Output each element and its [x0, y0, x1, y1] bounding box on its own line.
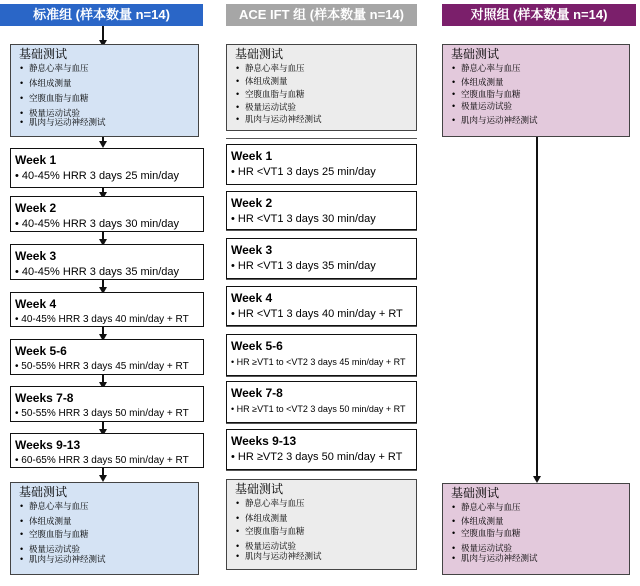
week-regimen: • 40-45% HRR 3 days 35 min/day [15, 266, 180, 278]
ace-baseline-test-box [226, 44, 417, 131]
control-baseline-test-box [442, 44, 630, 137]
ace-week-box [226, 334, 417, 376]
test-item: • 极量运动试验 [19, 545, 192, 554]
standard-baseline-test-box [10, 44, 199, 137]
week-regimen: • HR ≥VT1 to <VT2 3 days 50 min/day + RT [231, 404, 406, 414]
standard-week-box [10, 244, 204, 280]
ace-week-box [226, 381, 417, 423]
test-item: • 体组成测量 [235, 514, 410, 523]
week-regimen: • 40-45% HRR 3 days 25 min/day [15, 170, 180, 182]
week-regimen: • HR <VT1 3 days 40 min/day + RT [231, 308, 403, 320]
test-item: • 静息心率与血压 [451, 503, 623, 512]
test-item: • 空腹血脂与血糖 [19, 530, 192, 539]
test-title: 基础测试 [451, 47, 500, 61]
week-regimen: • 60-65% HRR 3 days 50 min/day + RT [15, 455, 189, 466]
test-title: 基础测试 [19, 47, 68, 61]
test-item: • 极量运动试验 [235, 542, 410, 551]
week-title: Weeks 7-8 [15, 391, 74, 405]
test-item: • 极量运动试验 [19, 109, 192, 118]
week-regimen: • HR ≥VT1 to <VT2 3 days 45 min/day + RT [231, 357, 406, 367]
test-title: 基础测试 [19, 485, 68, 499]
test-item: • 空腹血脂与血糖 [19, 94, 192, 103]
week-regimen: • 40-45% HRR 3 days 40 min/day + RT [15, 314, 189, 325]
ace-group-header: ACE IFT 组 (样本数量 n=14) [226, 4, 417, 26]
test-item: • 静息心率与血压 [235, 64, 410, 73]
separator-line [226, 326, 417, 327]
test-item: • 静息心率与血压 [451, 64, 623, 73]
test-title: 基础测试 [235, 47, 284, 61]
test-item: • 体组成测量 [451, 517, 623, 526]
test-item: • 空腹血脂与血糖 [235, 90, 410, 99]
test-item: • 极量运动试验 [451, 544, 623, 553]
standard-week-box [10, 196, 204, 232]
week-title: Week 1 [231, 149, 273, 163]
test-item: • 体组成测量 [451, 78, 623, 87]
test-item: • 极量运动试验 [235, 103, 410, 112]
ace-final-test-box [226, 479, 417, 570]
week-regimen: • 50-55% HRR 3 days 45 min/day + RT [15, 361, 189, 372]
week-title: Week 4 [231, 291, 273, 305]
ace-week-box [226, 238, 417, 279]
week-title: Week 2 [15, 201, 57, 215]
standard-week-box [10, 433, 204, 468]
test-item: • 空腹血脂与血糖 [451, 90, 623, 99]
separator-line [226, 470, 417, 471]
test-item: • 肌肉与运动神经测试 [451, 554, 623, 563]
test-title: 基础测试 [235, 482, 284, 496]
week-regimen: • HR <VT1 3 days 35 min/day [231, 260, 376, 272]
week-regimen: • HR ≥VT2 3 days 50 min/day + RT [231, 451, 403, 463]
test-item: • 体组成测量 [19, 517, 192, 526]
week-title: Week 2 [231, 196, 273, 210]
test-item: • 肌肉与运动神经测试 [19, 555, 192, 564]
test-item: • 极量运动试验 [451, 102, 623, 111]
ace-week-box [226, 429, 417, 470]
week-title: Week 1 [15, 153, 57, 167]
standard-week-box [10, 339, 204, 375]
test-item: • 肌肉与运动神经测试 [451, 116, 623, 125]
standard-week-box [10, 148, 204, 188]
standard-group-header: 标准组 (样本数量 n=14) [0, 4, 203, 26]
week-regimen: • HR <VT1 3 days 25 min/day [231, 166, 376, 178]
test-item: • 空腹血脂与血糖 [451, 529, 623, 538]
week-title: Week 4 [15, 297, 57, 311]
separator-line [226, 376, 417, 377]
separator-line [226, 279, 417, 280]
control-arrow-line [536, 137, 538, 477]
test-item: • 静息心率与血压 [235, 499, 410, 508]
test-item: • 肌肉与运动神经测试 [19, 118, 192, 127]
test-item: • 空腹血脂与血糖 [235, 527, 410, 536]
week-regimen: • 40-45% HRR 3 days 30 min/day [15, 218, 180, 230]
control-final-test-box [442, 483, 630, 575]
ace-week-box [226, 286, 417, 326]
week-title: Week 5-6 [15, 344, 67, 358]
test-item: • 体组成测量 [19, 79, 192, 88]
arrow-line [102, 26, 104, 40]
week-title: Weeks 9-13 [231, 434, 297, 448]
ace-week-box [226, 191, 417, 230]
separator-line [226, 138, 417, 139]
separator-line [226, 423, 417, 424]
week-title: Weeks 9-13 [15, 438, 81, 452]
week-title: Week 3 [15, 249, 57, 263]
arrow-head [99, 141, 107, 148]
standard-final-test-box [10, 482, 199, 575]
test-item: • 静息心率与血压 [19, 64, 192, 73]
week-regimen: • HR <VT1 3 days 30 min/day [231, 213, 376, 225]
control-group-header: 对照组 (样本数量 n=14) [442, 4, 636, 26]
test-title: 基础测试 [451, 486, 500, 500]
standard-week-box [10, 386, 204, 422]
separator-line [226, 230, 417, 231]
week-title: Week 7-8 [231, 386, 283, 400]
week-title: Week 5-6 [231, 339, 283, 353]
test-item: • 体组成测量 [235, 77, 410, 86]
week-regimen: • 50-55% HRR 3 days 50 min/day + RT [15, 408, 189, 419]
test-item: • 肌肉与运动神经测试 [235, 115, 410, 124]
test-item: • 肌肉与运动神经测试 [235, 552, 410, 561]
standard-week-box [10, 292, 204, 327]
test-item: • 静息心率与血压 [19, 502, 192, 511]
control-arrow-head [533, 476, 541, 483]
week-title: Week 3 [231, 243, 273, 257]
ace-week-box [226, 144, 417, 185]
arrow-head [99, 475, 107, 482]
